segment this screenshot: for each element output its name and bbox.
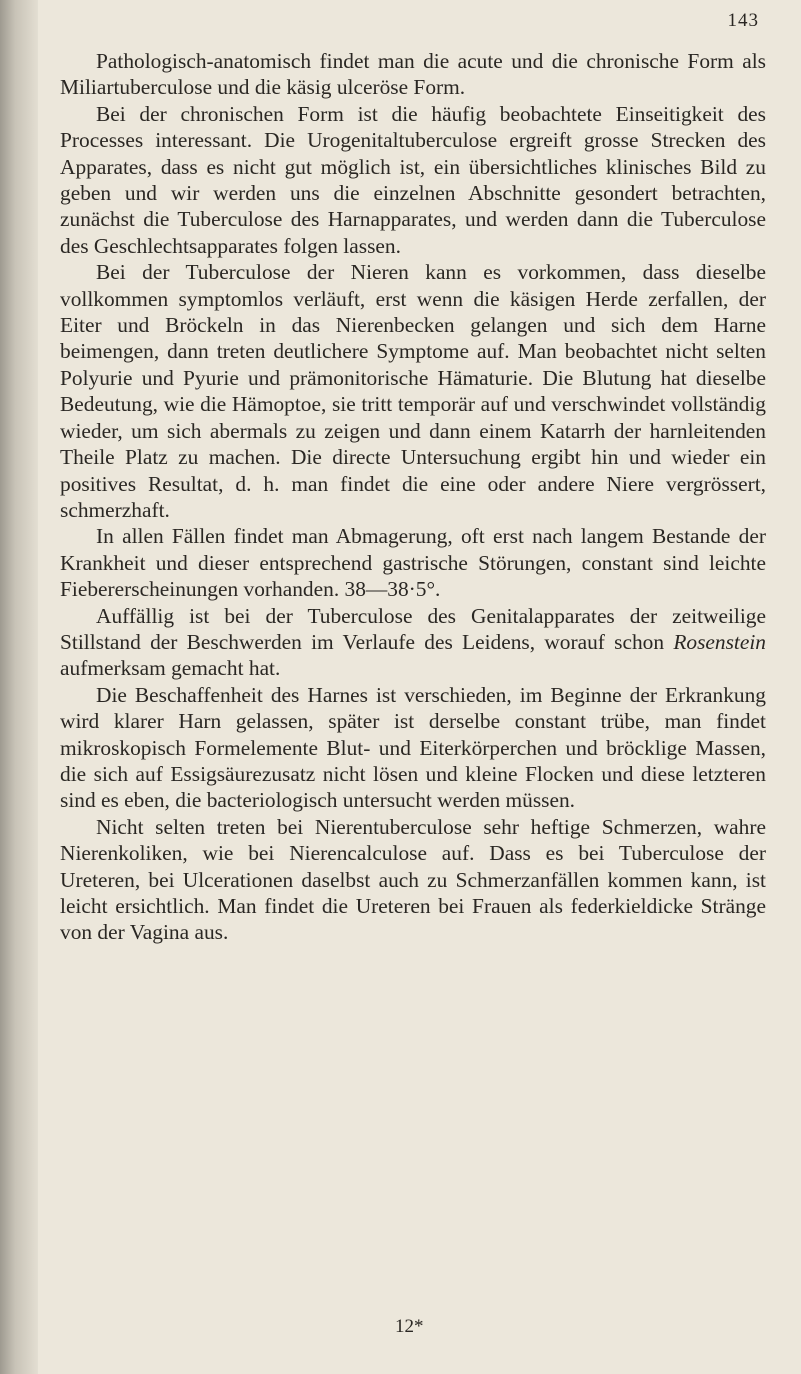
body-text	[60, 48, 766, 946]
paragraph-3: Bei der Tuberculose der Nieren kann es vorkommen, dass dieselbe vollkommen symptomlos verläuft, erst wenn die käsigen Herde zerfallen, der Eiter und Bröckeln in das Nierenbecken gelangen und sich dem Harne beimengen, dann treten deutlichere Symptome auf. Man beobachtet nicht selten Polyurie und Pyurie und prämonitorische Hämaturie. Die Blutung hat dieselbe Bedeutung, wie die Hämoptoe, sie tritt temporär auf und verschwindet vollständig wieder, um sich abermals zu zeigen und dann einem Katarrh der harnleitenden Theile Platz zu machen. Die directe Untersuchung ergibt hin und wieder ein positives Resultat, d. h. man findet die eine oder andere Niere vergrössert, schmerzhaft.	[60, 260, 766, 522]
paragraph-4: In allen Fällen findet man Abmagerung, oft erst nach langem Bestande der Krankheit und dieser entsprechend gastrische Störungen, constant sind leichte Fiebererscheinungen vorhanden. 38—38·5°.	[60, 524, 766, 602]
paragraph-5	[60, 603, 766, 682]
paragraph-2: Bei der chronischen Form ist die häufig beobachtete Einseitigkeit des Processes interessant. Die Urogenitaltuberculose ergreift grosse Strecken des Apparates, dass es nicht gut möglich ist, ein übersichtliches klinisches Bild zu geben und wir werden uns die einzelnen Abschnitte gesondert betrachten, zunächst die Tuberculose des Harnapparates, und werden dann die Tuberculose des Geschlechtsapparates folgen lassen.	[60, 101, 766, 258]
paragraph-1: Pathologisch-anatomisch findet man die acute und die chronische Form als Miliartuberculose und die käsig ulceröse Form.	[60, 49, 766, 100]
paragraph-7: Nicht selten treten bei Nierentuberculose sehr heftige Schmerzen, wahre Nierenkoliken, wie bei Nierencalculose auf. Dass es bei Tuberculose der Ureteren, bei Ulcerationen daselbst auch zu Schmerzanfällen kommen kann, ist leicht ersichtlich. Man findet die Ureteren bei Frauen als federkieldicke Stränge von der Vagina aus.	[60, 814, 766, 945]
author-name-rosenstein: Rosenstein	[673, 629, 766, 654]
paragraph-5-start: Auffällig ist bei der Tuberculose des Genitalapparates der zeitweilige Stillstand der Beschwerden im Verlaufe des Leidens, worauf schon	[60, 603, 766, 654]
paragraph-6: Die Beschaffenheit des Harnes ist verschieden, im Beginne der Erkrankung wird klarer Harn gelassen, später ist derselbe constant trübe, man findet mikroskopisch Formelemente Blut- und Eiterkörperchen und bröcklige Massen, die sich auf Essigsäurezusatz nicht lösen und kleine Flocken und diese letzteren sind es eben, die bacteriologisch untersucht werden müssen.	[60, 682, 766, 813]
paragraph-5-end: aufmerksam gemacht hat.	[60, 656, 281, 681]
page-number: 143	[727, 10, 759, 31]
signature-mark: 12*	[395, 1316, 424, 1337]
book-binding-shadow	[0, 0, 38, 1374]
